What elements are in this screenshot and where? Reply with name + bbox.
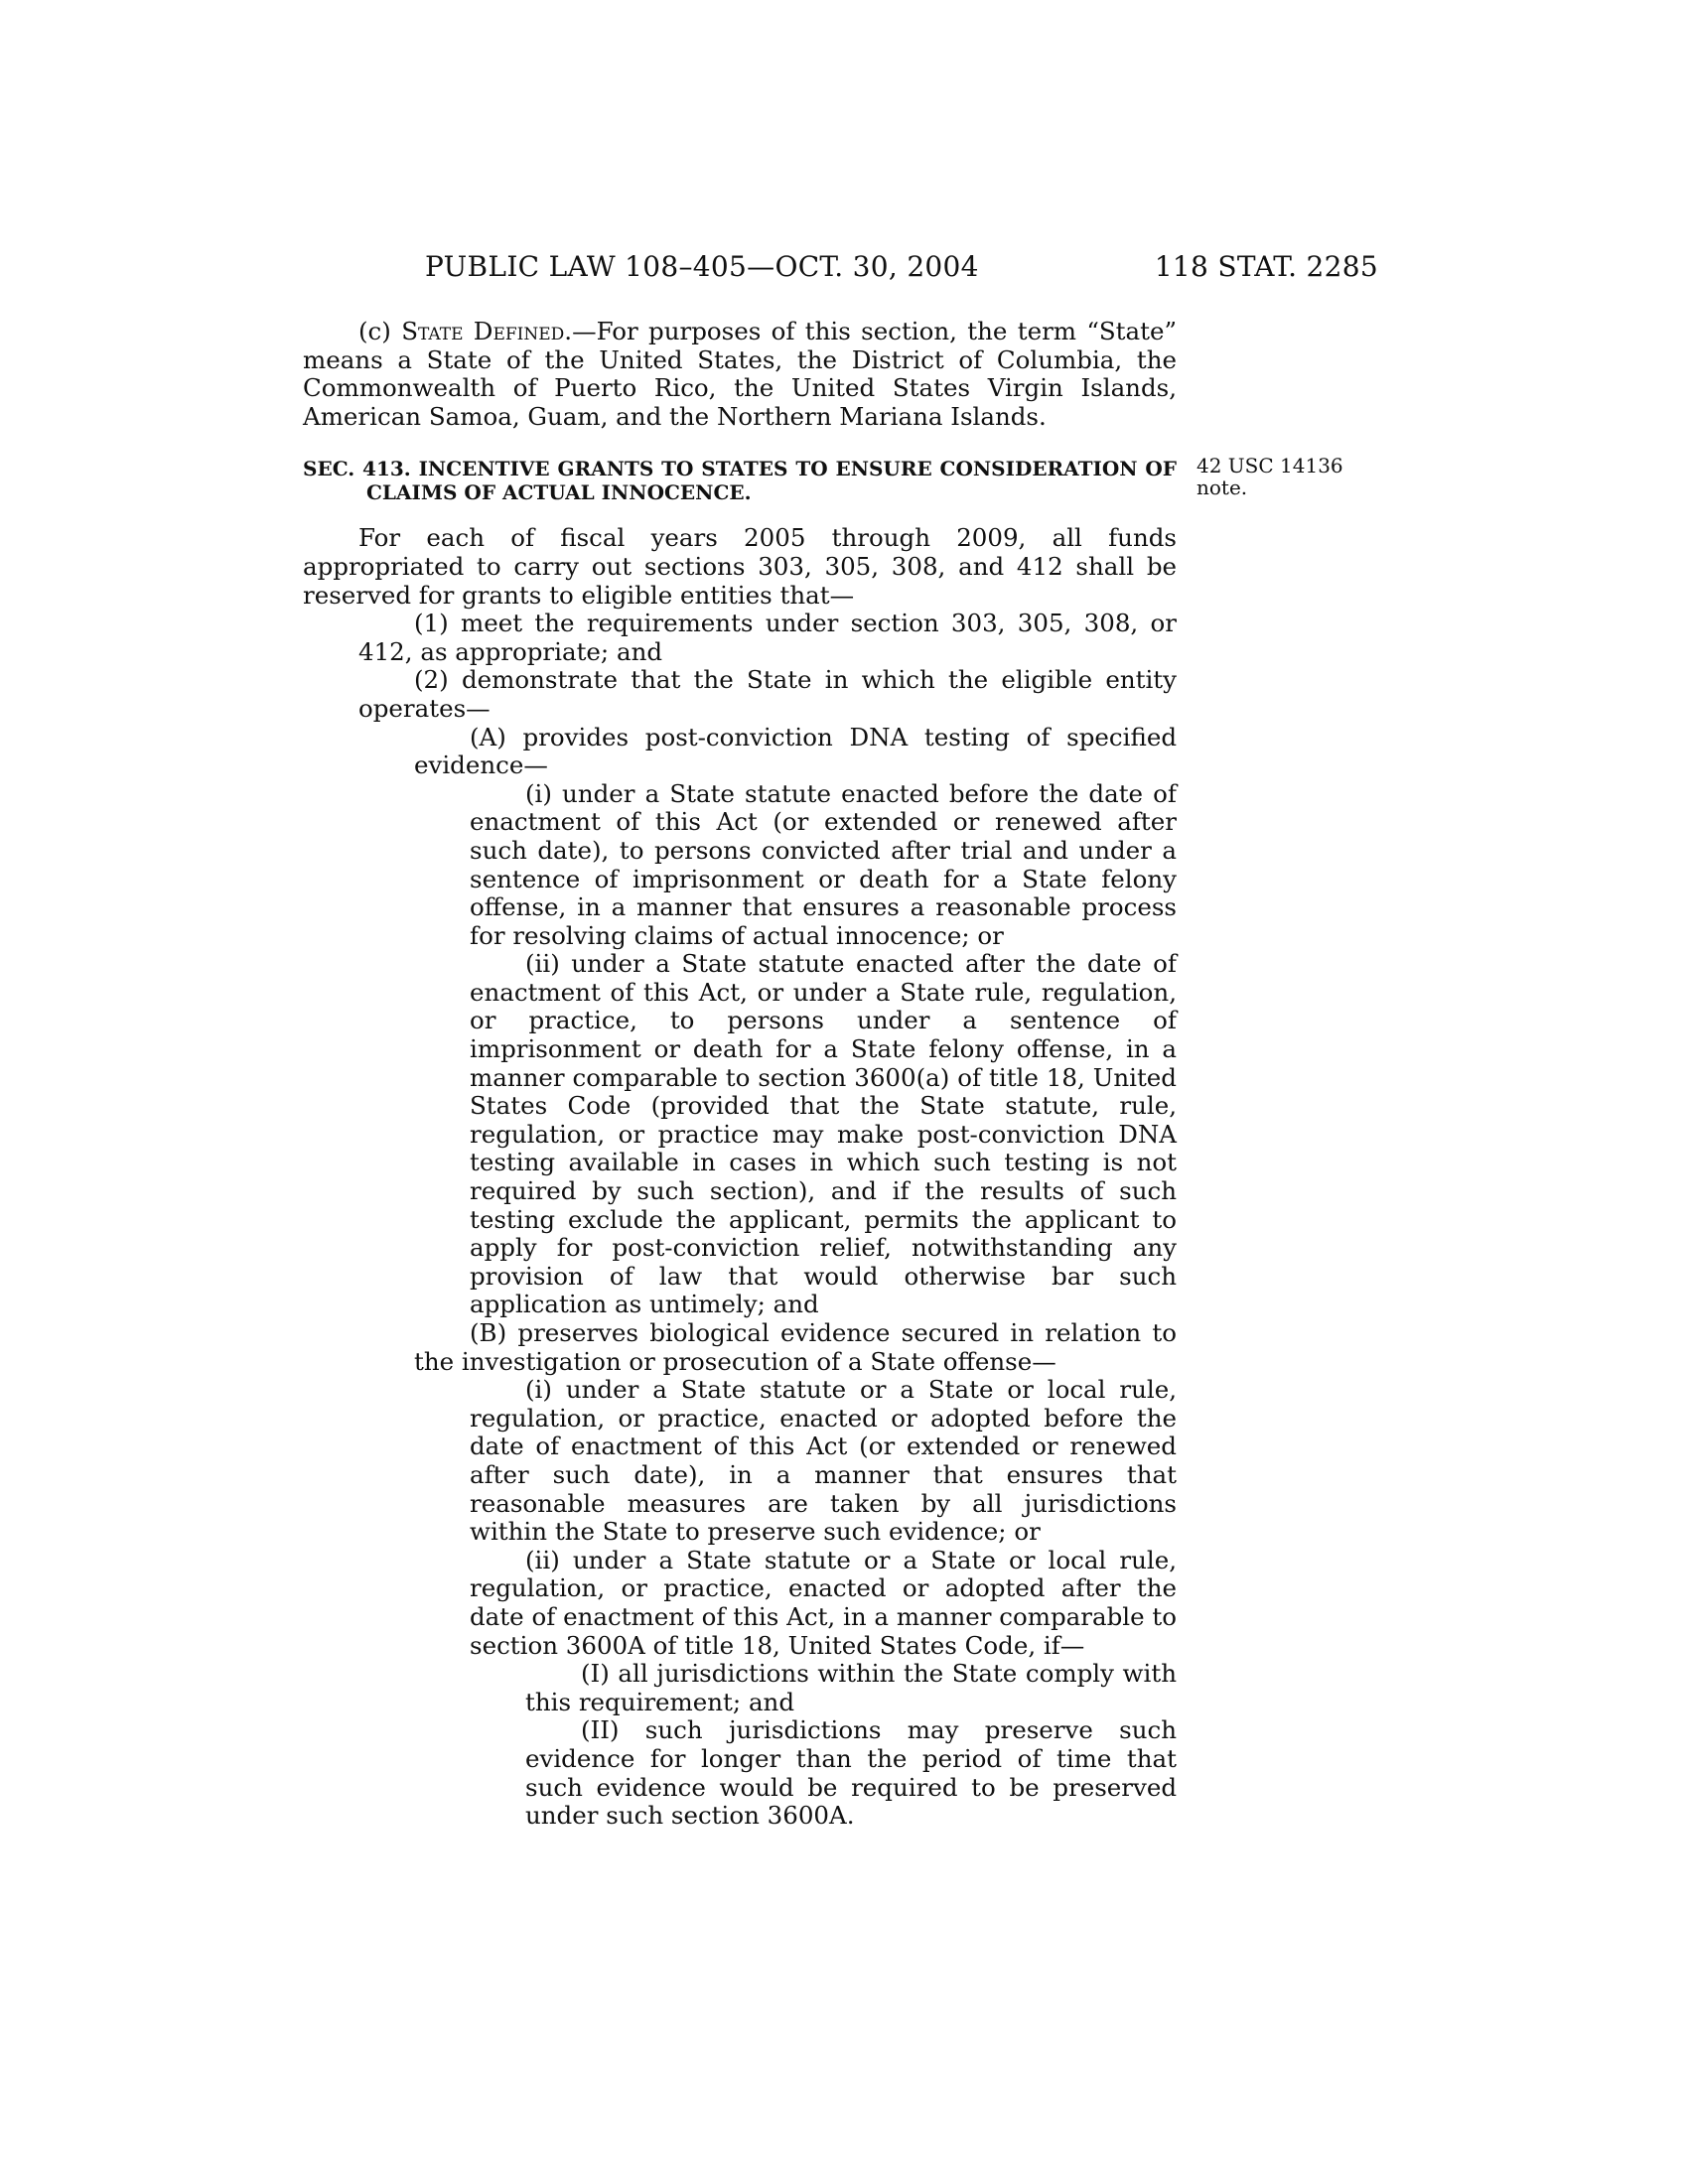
clause-B-ii: (ii) under a State statute or a State or local rule, regulation, or practice, enacted or adopted after the date of enactment of this Act, in a manner comparable to section 3600A of title 18, United States Code, if— <box>470 1545 1177 1660</box>
clause-B-i: (i) under a State statute or a State or local rule, regulation, or practice, enacted or adopted before the date of enactment of this Act (or extended or renewed after such date), in a manner that ensures that reasonable measures are taken by all jurisdictions within the State to preserve such evidence; or <box>470 1375 1177 1547</box>
subsection-c-text: .—For purposes of this section, the term “State” means a State of the United States, the District of Columbia, the Commonwealth of Puerto Rico, the United States Virgin Islands, American Samoa, Guam, and the Northern Mariana Islands. <box>303 317 1177 431</box>
paragraph-1: (1) meet the requirements under section 303, 305, 308, or 412, as appropriate; and <box>358 609 1177 666</box>
margin-note-line-2: note. <box>1196 476 1248 499</box>
subsection-c-heading: State Defined <box>401 317 565 345</box>
clause-A-i: (i) under a State statute enacted before the date of enactment of this Act (or extended or renewed after such date), to persons convicted after trial and under a sentence of imprisonment or death for a State felony offense, in a manner that ensures a reasonable process for resolving claims of actual innocence; or <box>470 778 1177 950</box>
subsection-c <box>303 318 1177 431</box>
subsection-c-label: (c) <box>358 317 402 345</box>
statute-page-number: 118 STAT. 2285 <box>1154 250 1378 283</box>
margin-note-citation <box>1196 455 1345 498</box>
margin-note-line-1: 42 USC 14136 <box>1196 454 1343 478</box>
subclause-B-ii-I: (I) all jurisdictions within the State comply with this requirement; and <box>525 1659 1177 1716</box>
page-header <box>425 250 1378 290</box>
subparagraph-B: (B) preserves biological evidence secured in relation to the investigation or prosecution of a State offense— <box>414 1318 1177 1376</box>
subclause-B-ii-II: (II) such jurisdictions may preserve such evidence for longer than the period of time that such evidence would be required to be preserved under such section 3600A. <box>525 1715 1177 1831</box>
running-head-title: PUBLIC LAW 108–405—OCT. 30, 2004 <box>425 250 979 283</box>
section-413-intro: For each of fiscal years 2005 through 2009, all funds appropriated to carry out sections 303, 305, 308, and 412 shall be reserved for grants to eligible entities that— <box>303 523 1177 610</box>
clause-A-ii: (ii) under a State statute enacted after the date of enactment of this Act, or under a State rule, regulation, or practice, to persons under a sentence of imprisonment or death for a State felony offense, in a manner comparable to section 3600(a) of title 18, United States Code (provided that the State statute, rule, regulation, or practice may make post-conviction DNA testing available in cases in which such testing is not required by such section), and if the results of such testing exclude the applicant, permits the applicant to apply for post-conviction relief, notwithstanding any provision of law that would otherwise bar such application as untimely; and <box>470 949 1177 1319</box>
body-text <box>303 318 1177 1831</box>
paragraph-2: (2) demonstrate that the State in which the eligible entity operates— <box>358 665 1177 723</box>
section-413-heading: SEC. 413. INCENTIVE GRANTS TO STATES TO ENSURE CONSIDERATION OF CLAIMS OF ACTUAL INNOCENCE. <box>303 457 1177 505</box>
subparagraph-A: (A) provides post-conviction DNA testing of specified evidence— <box>414 722 1177 780</box>
